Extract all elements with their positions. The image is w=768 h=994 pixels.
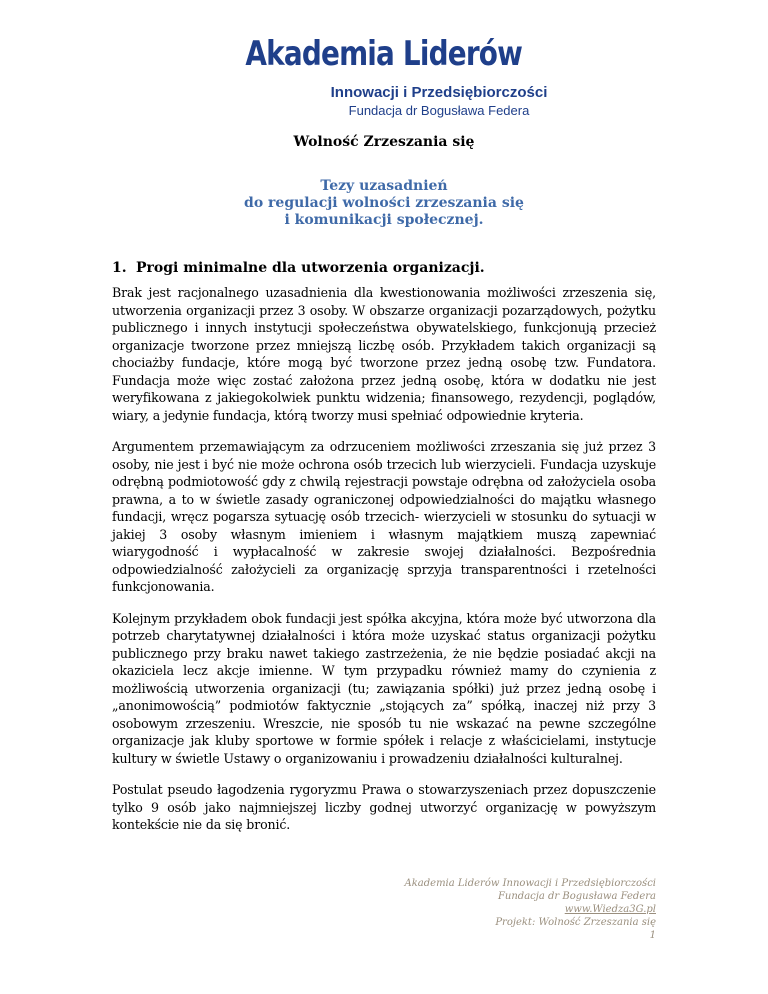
logo-subtitle: Innowacji i Przedsiębiorczości [330,84,548,101]
paragraph: Argumentem przemawiającym za odrzuceniem możliwości zrzeszania się już przez 3 osoby, nie jest i być nie może ochrona osób trzecich lub wierzycieli. Fundacja uzyskuje odrębną podmiotowość gdy z chwilą rejestracji powstaje odrębna od założyciela osoba prawna, a to w świetle zasady ograniczonej odpowiedzialności do majątku własnego fundacji, wręcz pogarsza sytuację osób trzecich- wierzycieli w stosunku do sytuacji w jakiej 3 osoby własnym imieniem i własnym majątkiem muszą zapewniać wiarygodność i wypłacalność w zakresie swojej działalności. Bezpośrednia odpowiedzialność założycieli za organizację sprzyja transparentności i rzetelności funkcjonowania. [112,439,656,594]
thesis-line: do regulacji wolności zrzeszania się [244,195,524,211]
footer-organization: Akademia Liderów Innowacji i Przedsiębiorczości [404,878,656,889]
thesis-line: Tezy uzasadnień [320,178,448,194]
thesis-line: i komunikacji społecznej. [284,212,484,228]
logo-main-text: Akademia Liderów [245,34,523,74]
section-heading [112,260,485,276]
logo-foundation: Fundacja dr Bogusława Federa [348,103,530,118]
footer-project: Projekt: Wolność Zrzeszania się [495,917,656,928]
thesis-heading [0,178,768,229]
logo [0,34,768,119]
paragraph: Kolejnym przykładem obok fundacji jest spółka akcyjna, która może być utworzona dla potrzeb charytatywnej działalności i która może uzyskać status organizacji pożytku publicznego przy braku nawet takiego zastrzeżenia, że nie będzie posiadać akcji na okaziciela lecz akcje imienne. W tym przypadku również mamy do czynienia z możliwością utworzenia organizacji (tu; zawiązania spółki) już przez jedną osobę i „anonimowością” podmiotów faktycznie „stojących za” spółką, inaczej niż przy 3 osobowym zrzeszeniu. Wreszcie, nie sposób tu nie wskazać na pewne szczególne organizacje jak kluby sportowe w formie spółek i relacje z właścicielami, instytucje kultury w świetle Ustawy o organizowaniu i prowadzeniu działalności kulturalnej. [112,610,656,766]
document-body [112,284,656,848]
footer-foundation: Fundacja dr Bogusława Federa [497,891,656,902]
paragraph: Postulat pseudo łagodzenia rygoryzmu Prawa o stowarzyszeniach przez dopuszczenie tylko 9 osób jako najmniejszej liczby godnej utworzyć organizację w powyższym kontekście nie da się bronić. [112,782,656,832]
page-footer [405,877,656,942]
page-number: 1 [649,930,656,941]
section-number: 1. [112,260,127,276]
document-title: Wolność Zrzeszania się [293,134,475,150]
paragraph: Brak jest racjonalnego uzasadnienia dla kwestionowania możliwości zrzeszenia się, utworzenia organizacji przez 3 osoby. W obszarze organizacji pozarządowych, pożytku publicznego i innych instytucji społeczeństwa obywatelskiego, funkcjonują przecież organizacje tworzone przez mniejszą liczbę osób. Przykładem takich organizacji są chociażby fundacje, które mogą być tworzone przez jedną osobę tzw. Fundatora. Fundacja może więc zostać założona przez jedną osobę, która w dodatku nie jest weryfikowana z jakiegokolwiek punktu widzenia; finansowego, rezydencji, poglądów, wiary, a jedynie fundacja, którą tworzy musi spełniać odpowiednie kryteria. [112,285,656,423]
footer-website-link[interactable]: www.Wiedza3G.pl [564,904,656,915]
section-title: Progi minimalne dla utworzenia organizacji. [136,260,485,276]
